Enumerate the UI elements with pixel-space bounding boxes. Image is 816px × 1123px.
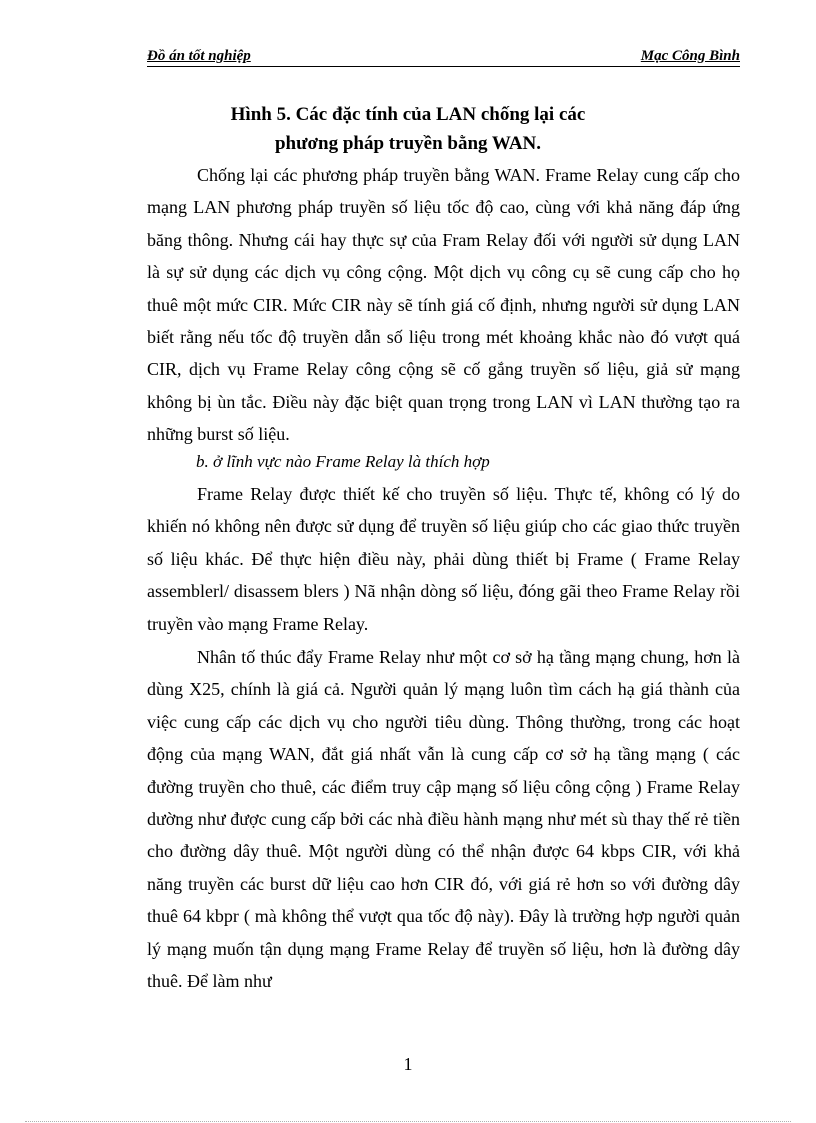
page-number: 1: [403, 1054, 413, 1074]
paragraph-1: [147, 159, 740, 451]
paragraph-3: [147, 641, 740, 997]
section-subheading: b. ở lĩnh vực nào Frame Relay là thích hợp: [196, 452, 490, 471]
figure-title-line-1: Hình 5. Các đặc tính của LAN chống lại các: [230, 104, 586, 125]
paragraph-3-text: Nhân tố thúc đẩy Frame Relay như một cơ sở hạ tầng mạng chung, hơn là dùng X25, chính là giá cả. Người quản lý mạng luôn tìm cách hạ giá thành của việc cung cấp các dịch vụ cho người tiêu dùng. Thông thường, trong các hoạt động của mạng WAN, đắt giá nhất vẫn là cung cấp cơ sở hạ tầng mạng ( các đường truyền cho thuê, các điểm truy cập mạng số liệu công cộng ) Frame Relay dường như được cung cấp bởi các nhà điều hành mạng như mét sù thay thế rẻ tiền cho đường dây thuê. Một người dùng có thể nhận được 64 kbps CIR, với khả năng truyền các burst dữ liệu cao hơn CIR đó, với giá rẻ hơn so với đường dây thuê 64 kbpr ( mà không thể vượt qua tốc độ này). Đây là trường hợp người quản lý mạng muốn tận dụng mạng Frame Relay để truyền số liệu, hơn là đường dây thuê. Để làm như: [147, 647, 740, 992]
header-left-text: Đồ án tốt nghiệp: [147, 48, 251, 64]
paragraph-2-text: Frame Relay được thiết kế cho truyền số liệu. Thực tế, không có lý do khiến nó không nên được sử dụng để truyền số liệu giúp cho các giao thức truyền số liệu khác. Để thực hiện điều này, phải dùng thiết bị Frame ( Frame Relay assemblerl/ disassem blers ) Nã nhận dòng số liệu, đóng gãi theo Frame Relay rồi truyền vào mạng Frame Relay.: [147, 484, 740, 634]
figure-title-line-2: phương pháp truyền bằng WAN.: [274, 133, 542, 154]
paragraph-1-text: Chống lại các phương pháp truyền bằng WAN. Frame Relay cung cấp cho mạng LAN phương pháp truyền số liệu tốc độ cao, cùng với khả năng đáp ứng băng thông. Nhưng cái hay thực sự của Fram Relay đối với người sử dụng LAN là sự sử dụng các dịch vụ công cộng. Một dịch vụ công cụ sẽ cung cấp cho họ thuê một mức CIR. Mức CIR này sẽ tính giá cố định, nhưng người sử dụng LAN biết rằng nếu tốc độ truyền dẫn số liệu trong mét khoảng khắc nào đó vượt quá CIR, dịch vụ Frame Relay công cộng sẽ cố gắng truyền số liệu, giả sử mạng không bị ùn tắc. Điều này đặc biệt quan trọng trong LAN vì LAN thường tạo ra những burst số liệu.: [147, 165, 740, 445]
page-header: [147, 48, 740, 67]
page-bottom-divider: [25, 1121, 791, 1122]
header-right-text: Mạc Công Bình: [640, 48, 740, 64]
paragraph-2: [147, 478, 740, 640]
